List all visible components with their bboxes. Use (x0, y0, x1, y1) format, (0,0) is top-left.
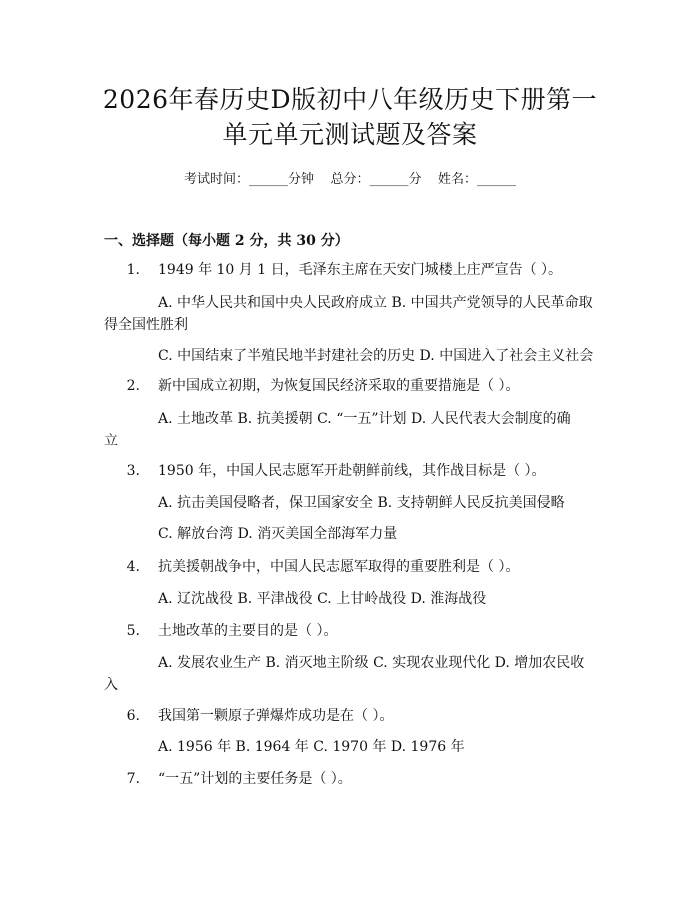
question-2-options-line-1: A. 土地改革 B. 抗美援朝 C. “一五”计划 D. 人民代表大会制度的确 (158, 411, 571, 427)
section-heading: 一、选择题（每小题 2 分，共 30 分） (104, 233, 349, 249)
question-1-options-line-1: A. 中华人民共和国中央人民政府成立 B. 中国共产党领导的人民革命取 (158, 295, 593, 311)
question-3-options-line-2: C. 解放台湾 D. 消灭美国全部海军力量 (158, 526, 398, 542)
question-text: 新中国成立初期，为恢复国民经济采取的重要措施是（ ）。 (158, 378, 520, 394)
exam-title-line-1: 2026年春历史D版初中八年级历史下册第一 (102, 85, 598, 114)
question-number: 5. (126, 623, 140, 639)
question-number: 2. (126, 378, 140, 394)
question-number: 3. (126, 463, 140, 479)
question-5-options-line-1: A. 发展农业生产 B. 消灭地主阶级 C. 实现农业现代化 D. 增加农民收 (158, 655, 585, 671)
question-text: 1950 年，中国人民志愿军开赴朝鲜前线，其作战目标是（ ）。 (158, 463, 546, 479)
question-3-options-line-1: A. 抗击美国侵略者，保卫国家安全 B. 支持朝鲜人民反抗美国侵略 (158, 495, 565, 511)
question-text: 1949 年 10 月 1 日，毛泽东主席在天安门城楼上庄严宣告（ ）。 (158, 262, 563, 278)
question-1-options-line-2: 得全国性胜利 (104, 317, 188, 333)
question-number: 7. (126, 771, 140, 787)
question-2-options-line-2: 立 (104, 433, 118, 449)
question-text: “一五”计划的主要任务是（ ）。 (158, 771, 352, 787)
exam-title-line-2: 单元单元测试题及答案 (222, 120, 478, 149)
question-number: 6. (126, 708, 140, 724)
question-1-options-line-3: C. 中国结束了半殖民地半封建社会的历史 D. 中国进入了社会主义社会 (158, 348, 594, 364)
question-5-options-line-2: 入 (104, 677, 118, 693)
question-number: 1. (126, 262, 140, 278)
question-text: 抗美援朝战争中，中国人民志愿军取得的重要胜利是（ ）。 (158, 559, 520, 575)
exam-meta-info: 考试时间：______分钟 总分：______分 姓名：______ (183, 172, 517, 187)
question-text: 我国第一颗原子弹爆炸成功是在（ ）。 (158, 708, 394, 724)
question-text: 土地改革的主要目的是（ ）。 (158, 623, 338, 639)
question-6-options-line-1: A. 1956 年 B. 1964 年 C. 1970 年 D. 1976 年 (158, 739, 465, 755)
question-number: 4. (126, 559, 140, 575)
question-4-options-line-1: A. 辽沈战役 B. 平津战役 C. 上甘岭战役 D. 淮海战役 (158, 591, 487, 607)
